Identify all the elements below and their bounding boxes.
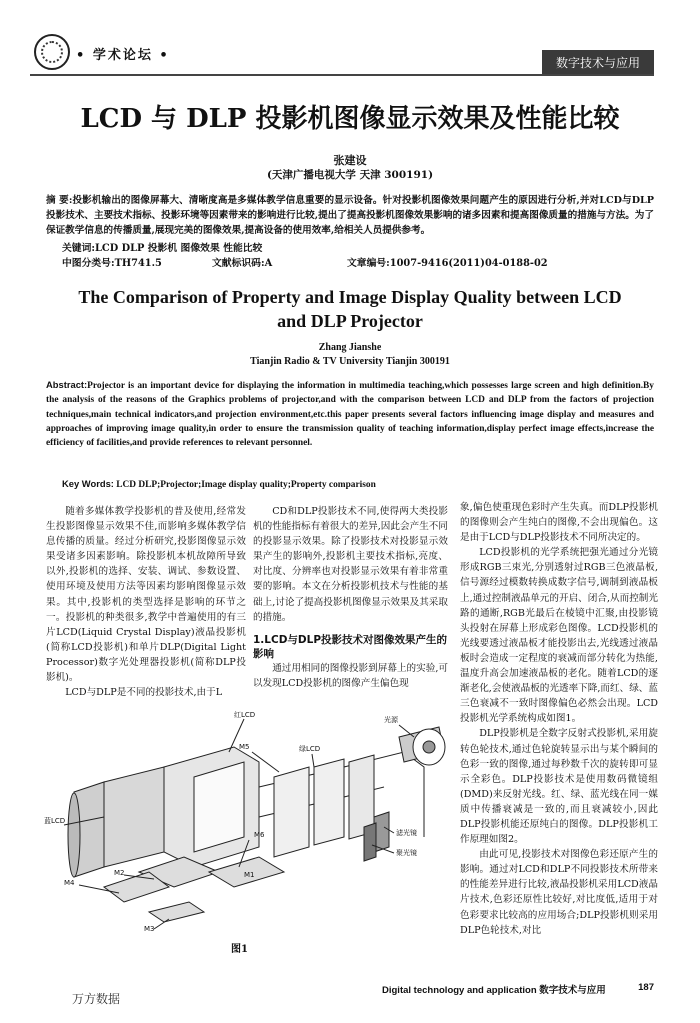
keywords-en-label: Key Words: [62,478,114,489]
keywords-en [62,478,376,490]
mirror-panel [314,759,344,845]
label-m4: M4 [64,879,75,887]
header-rule [30,74,654,76]
condenser-plate [364,823,376,861]
paragraph: 由此可见,投影技术对图像色彩还原产生的影响。通过对LCD和DLP不同投影技术所带来的性能差异进行比较,液晶投影机采用LCD液晶片技术,色彩还原性比较好,对比度低,适用于对色彩要求比较高的应用场合;DLP投影机则采用DLP色轮技术,对比 [460,849,658,936]
forum-label: • 学术论坛 • [76,48,170,63]
label-red-lcd: 红LCD [234,711,256,719]
lamp-icon [423,741,435,753]
label-m6: M6 [254,831,265,839]
page-footer [382,982,654,996]
label-blue-lcd: 蓝LCD [44,817,66,825]
page-title-cn: LCD 与 DLP 投影机图像显示效果及性能比较 [80,104,620,134]
projection-lens [104,767,164,867]
journal-logo-icon [34,34,70,70]
label-green-lcd: 绿LCD [299,745,321,753]
title-en-line2: and DLP Projector [277,311,423,331]
lcd-optical-system-diagram [44,707,454,932]
mirror-panel [274,767,309,857]
abstract-cn-text: 投影机输出的图像屏幕大、清晰度高是多媒体教学信息重要的显示设备。针对投影机图像效果问题产生的原因进行分析,并对LCD与DLP投影技术、主要技术指标、投影环境等因素带来的影响进行比较,提出了提高投影机图像效果影响的诸多因素和提高图像质量的措施与方法。为了保证教学信息的传播质量,展现完美的图像效果,提高设备的使用效率,给相关人员提供参考。 [46,195,654,236]
section-heading: 1.LCD与DLP投影技术对图像效果产生的影响 [253,634,448,660]
article-number: 文章编号:1007-9416(2011)04-0188-02 [347,258,548,269]
footer-journal: Digital technology and application 数字技术与应用 [382,985,606,996]
paragraph: 随着多媒体教学投影机的普及使用,经常发生投影图像显示效果不佳,而影响多媒体教学信息传播的质量。经过分析研究,投影图像显示效果受诸多因素影响。除投影机本机故障所导致以外,投影机的选择、安装、调试、参数设置、使用环境及使用方法等因素均影响图像显示效果。其中,投影机的类型选择是影响的环节之一。投影机的种类很多,教学中普遍使用的有三片LCD(Liquid Crystal Display)液晶投影机(简称LCD投影机)和单片DLP(Digital Light Processor)数字光处理器投影机(简称DLP投影机)。 [46,506,246,684]
paragraph: 通过用相同的图像投影到屏幕上的实验,可以发现LCD投影机的图像产生偏色现 [253,663,448,690]
figure-caption: 图1 [231,944,248,955]
body-column-1 [46,504,246,700]
label-filter: 滤光镜 [396,829,417,837]
abstract-en [46,378,654,450]
label-m2: M2 [114,869,125,877]
paragraph: LCD投影机的光学系统把强光通过分光镜形成RGB三束光,分别透射过RGB三色液晶板,信号源经过模数转换成数字信号,调制到液晶板上,通过控制液晶单元的开启、闭合,从而控制光路的通断,RGB光最后在棱镜中汇聚,由投影镜头投射在屏幕上形成彩色图像。LCD投影机的光线要透过液晶板才能投影出去,光线透过液晶板时会造成一定程度的衰减而部分转化为热能,温度升高会加速液晶板的老化。随着LCD的逐渐老化,会使液晶板的光透率下降,而红、绿、蓝三色衰减不一致时图像偏色必然会出现。LCD投影机光学系统构成如图1。 [460,547,658,725]
body-column-3 [460,500,658,938]
body-column-2-continued [253,661,448,691]
paragraph: LCD与DLP是不同的投影技术,由于L [65,687,223,699]
clc-number: 中图分类号:TH741.5 [62,258,162,269]
section-badge: 数字技术与应用 [542,50,654,74]
author-en: Zhang Jianshe [318,342,382,353]
title-en-line1: The Comparison of Property and Image Display Quality between LCD [78,287,622,307]
keywords-cn: 关键词:LCD DLP 投影机 图像效果 性能比较 [62,243,263,254]
affiliation-cn: (天津广播电视大学 天津 300191) [266,169,434,181]
label-m3: M3 [144,925,155,932]
paragraph: CD和DLP投影技术不同,使得两大类投影机的性能指标有着很大的差异,因此会产生不同的投影显示效果。除了投影技术对投影显示效果产生的影响外,投影机主要技术指标,亮度、对比度、分辨率也对投影显示效果有着非常重要的影响。本文在分析投影机技术与性能的基础上,讨论了提高投影机图像显示效果及其采取的措施。 [253,506,448,623]
keywords-en-text: LCD DLP;Projector;Image display quality;Property comparison [116,480,376,490]
label-m1: M1 [244,871,255,879]
page-number: 187 [638,982,654,993]
label-m5: M5 [239,743,250,751]
abstract-cn-label: 摘 要: [46,195,73,206]
abstract-cn [46,193,654,238]
wanfang-watermark: 万方数据 [72,992,121,1006]
document-code: 文献标识码:A [212,258,273,269]
paragraph: DLP投影机是全数字反射式投影机,采用旋转色轮技术,通过色轮旋转显示出与某个瞬间的色彩一致的图像,通过每秒数千次的旋转即可显示全彩色。DLP投影技术是使用数码微镜组(DMD)来反射光线。红、绿、蓝光线在同一媒质中传播衰减是一致的,而且衰减较小,因此DLP投影机能还原纯白的图像。DLP投影机工作原理如图2。 [460,728,658,846]
mirror-m3 [149,902,204,922]
page-title-en [0,285,700,333]
author-cn: 张建设 [333,154,367,167]
body-column-2 [253,504,448,625]
label-condenser: 聚光镜 [396,849,417,857]
abstract-en-text: Projector is an important device for displaying the information in multimedia teaching,which possesses large screen and high definition.By the analysis of the reasons of the Graphics problems of projector,and with the comparison between LCD and DLP from the factors of projection techniques,main technical indicators,and projection environment,etc.this paper presents several factors influencing image display and measures and approaches of improving image quality,in order to ensure the transmission quality of teaching information,display perfect image effects,increase the efficiency of facilities,and provide references to relevant personnel. [46,381,654,449]
label-light-source: 光源 [384,716,398,724]
paragraph: 象,偏色使重现色彩时产生失真。而DLP投影机的图像则会产生纯白的图像,不会出现偏色。这是由于LCD与DLP投影技术不同所决定的。 [460,502,658,544]
affiliation-en: Tianjin Radio & TV University Tianjin 300191 [250,356,450,367]
abstract-en-label: Abstract: [46,379,88,390]
